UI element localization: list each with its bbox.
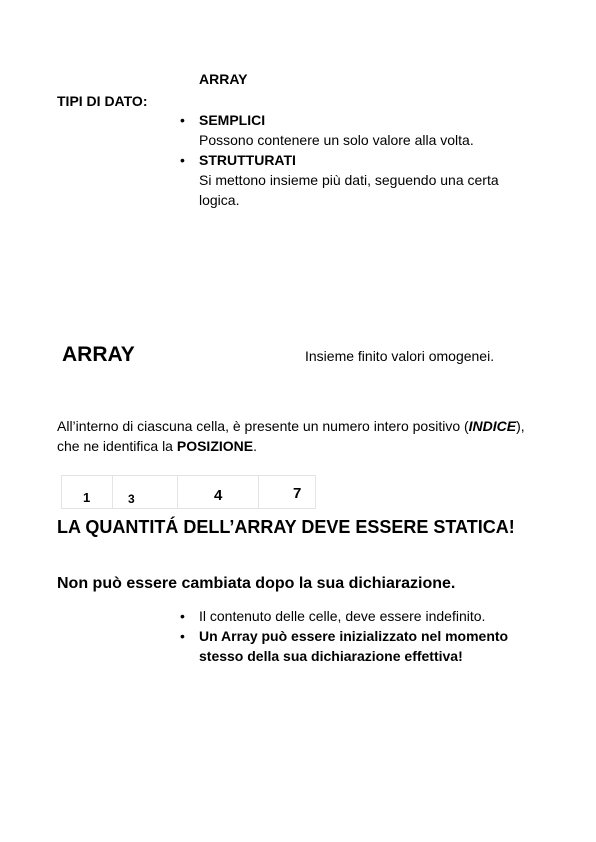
index-cell: 3 <box>128 492 135 506</box>
array-definition: Insieme finito valori omogenei. <box>305 348 495 364</box>
index-cell: 7 <box>293 485 302 502</box>
data-type-name: SEMPLICI <box>199 112 266 128</box>
rules-list <box>180 606 544 666</box>
array-heading: ARRAY <box>62 343 135 366</box>
data-type-description: Possono contenere un solo valore alla volta. <box>199 132 474 148</box>
static-heading: LA QUANTITÁ DELL’ARRAY DEVE ESSERE STATICA! <box>57 517 515 537</box>
paragraph-text: All’interno di ciascuna cella, è presente un numero intero positivo ( <box>57 418 469 434</box>
position-term: POSIZIONE <box>176 438 254 454</box>
data-types-list <box>180 110 529 210</box>
paragraph-text: . <box>253 438 257 454</box>
cell-divider <box>112 476 113 508</box>
page-title: ARRAY <box>199 71 248 87</box>
cell-divider <box>177 476 178 508</box>
bullet-icon: • <box>180 628 185 644</box>
section-label: TIPI DI DATO: <box>57 93 148 109</box>
list-item <box>180 626 544 666</box>
index-paragraph <box>57 416 537 456</box>
bullet-icon: • <box>180 112 185 128</box>
list-item <box>180 150 529 210</box>
data-type-name: STRUTTURATI <box>199 152 296 168</box>
rule-text: Un Array può essere inizializzato nel momento stesso della sua dichiarazione effettiva! <box>199 628 509 664</box>
index-term: INDICE <box>468 418 517 434</box>
static-subheading: Non può essere cambiata dopo la sua dichiarazione. <box>57 575 456 592</box>
bullet-icon: • <box>180 608 185 624</box>
data-type-description: Si mettono insieme più dati, seguendo una certa logica. <box>199 172 499 208</box>
list-item <box>180 606 544 626</box>
cell-divider <box>258 476 259 508</box>
index-cells-table <box>61 475 316 509</box>
index-cell: 1 <box>83 490 91 505</box>
paragraph-text: ), che ne identifica la <box>57 418 525 454</box>
index-cell: 4 <box>214 487 223 504</box>
rule-text: Il contenuto delle celle, deve essere indefinito. <box>199 608 486 624</box>
bullet-icon: • <box>180 152 185 168</box>
list-item <box>180 110 529 150</box>
